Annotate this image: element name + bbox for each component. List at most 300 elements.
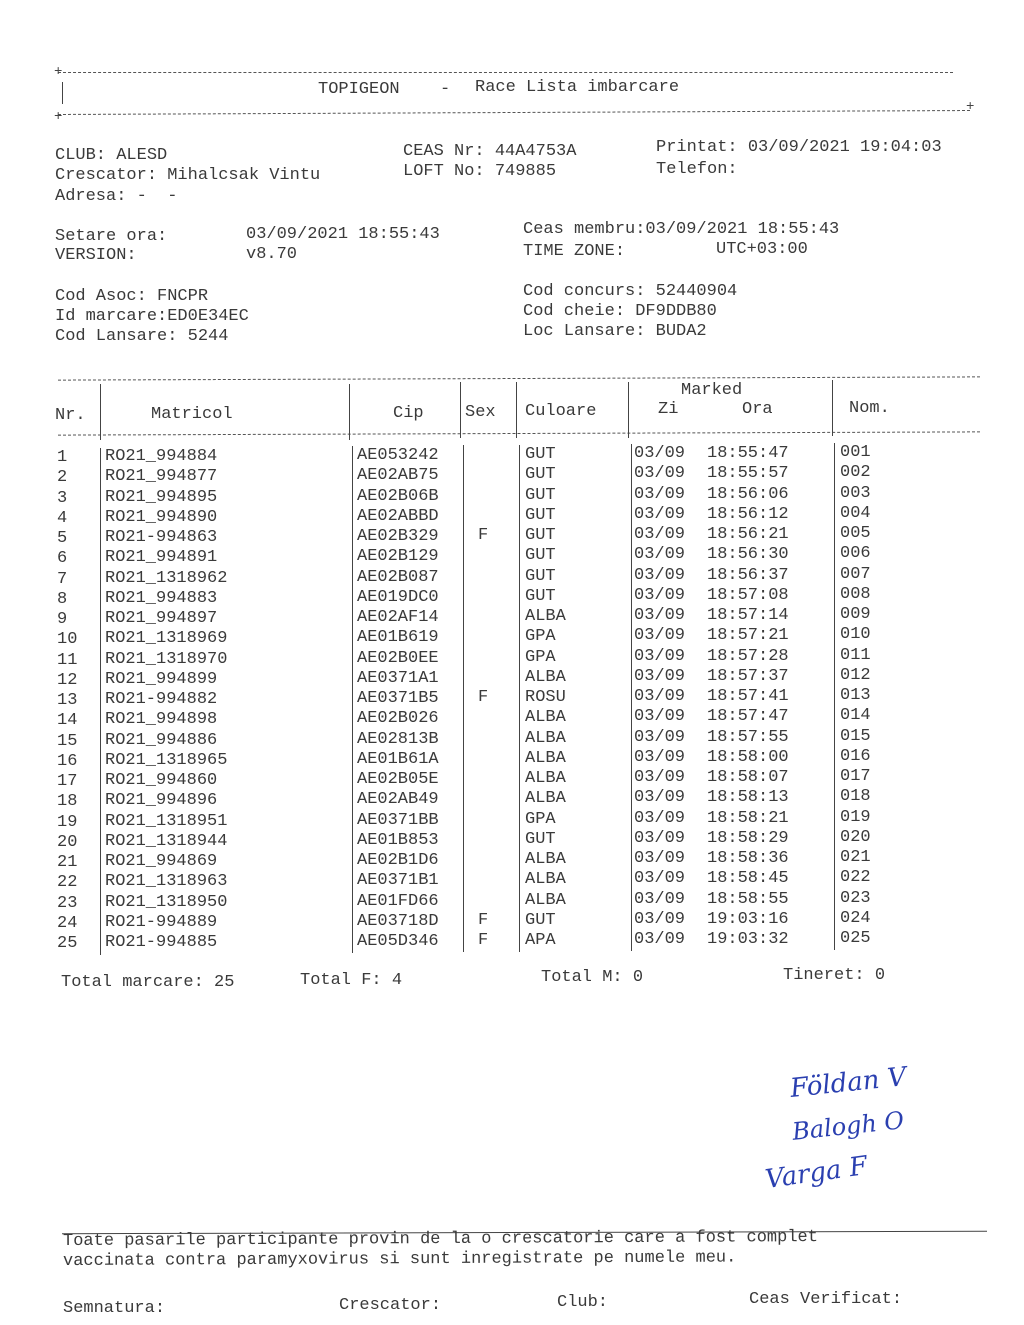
column-divider	[631, 890, 632, 911]
telefon-field: Telefon:	[656, 160, 738, 179]
cell-matricol: RO21_1318963	[105, 872, 228, 892]
cell-cip: AE02B329	[357, 527, 439, 546]
cell-nr: 14	[57, 711, 78, 731]
column-divider	[631, 566, 632, 587]
cell-zi: 03/09	[634, 747, 686, 767]
cell-ora: 18:57:55	[707, 727, 789, 747]
cell-nom: 020	[840, 827, 871, 847]
cell-zi: 03/09	[634, 930, 686, 949]
column-divider	[631, 687, 632, 708]
column-divider	[463, 668, 464, 689]
column-divider	[100, 590, 101, 611]
column-divider	[519, 486, 520, 507]
cell-nr: 22	[57, 873, 78, 893]
cell-cip: AE02AF14	[357, 608, 439, 627]
column-divider	[519, 850, 520, 871]
time-zone-label: TIME ZONE:	[523, 242, 626, 261]
tineret: Tineret: 0	[783, 966, 886, 985]
column-divider	[834, 646, 835, 667]
column-divider	[519, 465, 520, 486]
column-divider	[463, 729, 464, 750]
header-corner-mark: +	[966, 99, 975, 115]
cell-cip: AE02813B	[357, 729, 439, 749]
cell-zi: 03/09	[634, 707, 686, 727]
cell-matricol: RO21_1318962	[105, 568, 228, 588]
cell-nom: 013	[840, 686, 871, 705]
cell-culoare: ALBA	[525, 769, 566, 788]
cell-matricol: RO21_994891	[105, 548, 218, 568]
cell-cip: AE02AB75	[357, 466, 439, 486]
page-title: Race Lista imbarcare	[475, 78, 680, 97]
column-divider	[834, 868, 835, 889]
cell-nr: 24	[57, 913, 78, 933]
column-divider	[100, 570, 101, 591]
printat-field: Printat: 03/09/2021 19:04:03	[656, 138, 942, 157]
cell-nom: 011	[840, 645, 871, 665]
cell-zi: 03/09	[634, 909, 686, 929]
cell-cip: AE02ABBD	[357, 506, 439, 526]
cell-zi: 03/09	[634, 565, 686, 585]
column-divider	[834, 686, 835, 707]
column-divider	[832, 380, 833, 436]
column-divider	[519, 648, 520, 669]
cell-sex: F	[478, 931, 489, 950]
column-divider	[519, 607, 520, 628]
column-divider	[100, 468, 101, 489]
cell-culoare: ALBA	[525, 667, 566, 687]
version-label: VERSION:	[55, 246, 137, 265]
column-divider	[834, 585, 835, 606]
column-divider	[463, 688, 464, 709]
column-divider	[519, 729, 520, 750]
cell-ora: 18:57:28	[707, 646, 789, 666]
cell-cip: AE02AB49	[357, 790, 439, 810]
cell-nom: 025	[840, 929, 871, 948]
column-divider	[352, 912, 353, 933]
column-divider	[631, 464, 632, 485]
cell-zi: 03/09	[634, 768, 686, 787]
cell-ora: 18:55:57	[707, 464, 789, 484]
cell-zi: 03/09	[634, 828, 686, 848]
cell-matricol: RO21_1318944	[105, 831, 228, 851]
cell-culoare: GUT	[525, 445, 556, 464]
column-divider	[516, 382, 517, 438]
column-divider	[631, 809, 632, 830]
cell-ora: 18:56:30	[707, 545, 789, 565]
header-corner-mark: +	[54, 109, 63, 125]
club-signature-label: Club:	[557, 1293, 609, 1312]
handwritten-signature-3: Varga F	[763, 1150, 870, 1196]
cell-nr: 21	[57, 853, 78, 872]
column-divider	[100, 934, 101, 955]
cell-ora: 18:58:55	[707, 889, 789, 909]
time-zone-value: UTC+03:00	[716, 240, 808, 259]
column-divider	[352, 709, 353, 730]
cell-cip: AE02B05E	[357, 770, 439, 789]
cell-culoare: GUT	[525, 829, 556, 849]
table-top-border	[58, 376, 980, 380]
column-divider	[463, 850, 464, 871]
cell-nom: 007	[840, 564, 871, 584]
cell-nr: 5	[57, 529, 68, 548]
cell-cip: AE0371B1	[357, 871, 439, 891]
column-divider	[631, 910, 632, 931]
cell-matricol: RO21_1318950	[105, 892, 228, 912]
cell-nr: 6	[57, 549, 68, 569]
cell-ora: 18:57:41	[707, 687, 789, 706]
vaccination-statement-line1: Toate pasarile participante provin de la o crescatorie care a fost complet	[62, 1228, 818, 1251]
header-sex: Sex	[465, 403, 496, 422]
cell-zi: 03/09	[634, 606, 686, 625]
column-divider	[463, 526, 464, 547]
cell-culoare: GUT	[525, 586, 556, 606]
cell-culoare: ALBA	[525, 728, 566, 748]
cell-nr: 15	[57, 731, 78, 751]
column-divider	[463, 546, 464, 567]
column-divider	[631, 707, 632, 728]
column-divider	[100, 853, 101, 874]
header-separator: -	[440, 80, 451, 99]
column-divider	[519, 830, 520, 851]
cell-ora: 18:56:21	[707, 525, 789, 544]
cell-nr: 1	[57, 448, 68, 467]
cell-matricol: RO21_994897	[105, 609, 218, 628]
cell-zi: 03/09	[634, 687, 686, 706]
cell-matricol: RO21_1318951	[105, 811, 228, 831]
cell-nom: 021	[840, 848, 871, 867]
cell-zi: 03/09	[634, 727, 686, 747]
column-divider	[463, 587, 464, 608]
cell-nom: 017	[840, 767, 871, 786]
cell-ora: 18:58:07	[707, 768, 789, 787]
column-divider	[519, 445, 520, 466]
cell-culoare: GUT	[525, 566, 556, 586]
column-divider	[519, 911, 520, 932]
cell-nom: 015	[840, 726, 871, 746]
cod-asoc-field: Cod Asoc: FNCPR	[55, 287, 209, 306]
column-divider	[100, 711, 101, 732]
cell-culoare: ALBA	[525, 748, 566, 768]
column-divider	[519, 931, 520, 952]
column-divider	[352, 628, 353, 649]
column-divider	[519, 627, 520, 648]
header-cip: Cip	[393, 404, 424, 423]
cell-matricol: RO21_994884	[105, 447, 218, 466]
cell-matricol: RO21-994882	[105, 690, 218, 709]
column-divider	[519, 870, 520, 891]
column-divider	[463, 789, 464, 810]
column-divider	[834, 706, 835, 727]
column-divider	[834, 787, 835, 808]
column-divider	[352, 588, 353, 609]
column-divider	[834, 504, 835, 525]
cell-nom: 016	[840, 746, 871, 766]
crescator-signature-label: Crescator:	[339, 1296, 442, 1315]
cell-nr: 4	[57, 508, 68, 528]
column-divider	[100, 651, 101, 672]
cell-matricol: RO21_1318970	[105, 649, 228, 669]
cell-ora: 18:57:08	[707, 585, 789, 605]
cell-zi: 03/09	[634, 585, 686, 605]
column-divider	[628, 382, 629, 438]
setare-ora-label: Setare ora:	[55, 227, 168, 246]
cell-ora: 18:57:37	[707, 666, 789, 686]
cell-sex: F	[478, 910, 489, 930]
cell-matricol: RO21_994860	[105, 771, 218, 790]
column-divider	[100, 813, 101, 834]
cell-cip: AE02B0EE	[357, 648, 439, 668]
column-divider	[834, 727, 835, 748]
cell-cip: AE01FD66	[357, 891, 439, 911]
cod-lansare-field: Cod Lansare: 5244	[55, 327, 229, 346]
cell-ora: 18:58:00	[707, 747, 789, 767]
column-divider	[463, 648, 464, 669]
column-divider	[352, 649, 353, 670]
header-top-border	[58, 72, 953, 73]
column-divider	[631, 626, 632, 647]
cell-culoare: ALBA	[525, 607, 566, 626]
column-divider	[834, 463, 835, 484]
column-divider	[352, 730, 353, 751]
column-divider	[352, 669, 353, 690]
cell-cip: AE02B026	[357, 709, 439, 729]
cell-zi: 03/09	[634, 808, 686, 828]
cell-zi: 03/09	[634, 545, 686, 565]
semnatura-label: Semnatura:	[63, 1299, 166, 1318]
column-divider	[519, 526, 520, 547]
cell-nom: 014	[840, 706, 871, 726]
loft-no-field: LOFT No: 749885	[403, 162, 557, 181]
column-divider	[631, 768, 632, 789]
cell-cip: AE0371B5	[357, 689, 439, 708]
column-divider	[834, 666, 835, 687]
column-divider	[463, 445, 464, 466]
column-divider	[519, 506, 520, 527]
header-matricol: Matricol	[151, 405, 233, 424]
cell-matricol: RO21_994883	[105, 588, 218, 608]
column-divider	[631, 788, 632, 809]
column-divider	[352, 811, 353, 832]
column-divider	[519, 688, 520, 709]
column-divider	[834, 848, 835, 869]
column-divider	[834, 828, 835, 849]
column-divider	[352, 892, 353, 913]
column-divider	[519, 567, 520, 588]
cell-ora: 18:57:21	[707, 626, 789, 646]
cell-nom: 024	[840, 908, 871, 928]
cell-matricol: RO21-994889	[105, 912, 218, 932]
header-marked: Marked	[681, 381, 743, 400]
cell-culoare: ALBA	[525, 890, 566, 910]
cell-cip: AE05D346	[357, 932, 439, 951]
cell-zi: 03/09	[634, 788, 686, 808]
column-divider	[352, 851, 353, 872]
column-divider	[631, 586, 632, 607]
column-divider	[519, 749, 520, 770]
ceas-membru-field: Ceas membru:03/09/2021 18:55:43	[523, 220, 840, 239]
setare-ora-value: 03/09/2021 18:55:43	[246, 225, 440, 244]
cell-culoare: GUT	[525, 465, 556, 485]
column-divider	[631, 647, 632, 668]
column-divider	[100, 894, 101, 915]
column-divider	[519, 587, 520, 608]
cell-ora: 18:56:37	[707, 565, 789, 585]
cell-nom: 012	[840, 665, 871, 685]
cell-cip: AE02B1D6	[357, 851, 439, 870]
table-header-border	[58, 431, 980, 435]
column-divider	[352, 689, 353, 710]
cell-ora: 18:56:12	[707, 504, 789, 524]
cell-cip: AE03718D	[357, 911, 439, 931]
cell-nr: 23	[57, 893, 78, 913]
cell-cip: AE0371A1	[357, 668, 439, 688]
column-divider	[631, 930, 632, 951]
ceas-verificat-label: Ceas Verificat:	[749, 1290, 903, 1309]
id-marcare-field: Id marcare:ED0E34EC	[55, 307, 249, 326]
cell-sex: F	[478, 688, 489, 707]
header-app-name: TOPIGEON	[318, 80, 400, 99]
header-corner-mark: +	[54, 64, 63, 80]
cell-culoare: ALBA	[525, 708, 566, 728]
cell-zi: 03/09	[634, 525, 686, 544]
cell-culoare: GUT	[525, 485, 556, 505]
cell-nr: 8	[57, 589, 68, 609]
column-divider	[352, 871, 353, 892]
column-divider	[352, 932, 353, 953]
cell-ora: 18:55:47	[707, 444, 789, 463]
cod-cheie-field: Cod cheie: DF9DDB80	[523, 302, 717, 321]
cell-zi: 03/09	[634, 504, 686, 524]
column-divider	[463, 567, 464, 588]
column-divider	[100, 914, 101, 935]
cell-matricol: RO21_1318969	[105, 629, 228, 649]
cell-matricol: RO21_994899	[105, 669, 218, 689]
cell-nr: 7	[57, 569, 68, 589]
cell-culoare: GUT	[525, 546, 556, 566]
cell-cip: AE02B129	[357, 547, 439, 567]
cell-culoare: ALBA	[525, 870, 566, 890]
cell-zi: 03/09	[634, 484, 686, 504]
cod-concurs-field: Cod concurs: 52440904	[523, 282, 738, 301]
total-f: Total F: 4	[300, 971, 403, 990]
column-divider	[100, 873, 101, 894]
crescator-field: Crescator: Mihalcsak Vintu	[55, 166, 321, 185]
cell-matricol: RO21_994886	[105, 730, 218, 750]
total-marcare: Total marcare: 25	[61, 973, 235, 992]
column-divider	[463, 891, 464, 912]
cell-ora: 18:58:36	[707, 849, 789, 868]
adresa-field: Adresa: - -	[55, 187, 178, 206]
column-divider	[100, 509, 101, 530]
column-divider	[100, 448, 101, 469]
column-divider	[631, 525, 632, 546]
cell-culoare: APA	[525, 931, 556, 950]
column-divider	[100, 549, 101, 570]
cell-culoare: GUT	[525, 526, 556, 545]
column-divider	[352, 831, 353, 852]
cell-zi: 03/09	[634, 666, 686, 686]
header-bottom-border	[58, 110, 970, 115]
cell-matricol: RO21_994895	[105, 487, 218, 507]
club-field: CLUB: ALESD	[55, 146, 168, 165]
cell-zi: 03/09	[634, 626, 686, 646]
cell-nr: 2	[57, 468, 68, 488]
column-divider	[352, 527, 353, 548]
cell-culoare: ALBA	[525, 850, 566, 869]
header-nom: Nom.	[849, 399, 890, 418]
column-divider	[100, 792, 101, 813]
cell-cip: AE0371BB	[357, 810, 439, 830]
cell-ora: 18:58:13	[707, 788, 789, 808]
cell-matricol: RO21_994898	[105, 710, 218, 730]
column-divider	[631, 505, 632, 526]
cell-sex: F	[478, 526, 489, 545]
cell-nr: 9	[57, 610, 68, 629]
cell-nom: 018	[840, 787, 871, 807]
ceas-nr-field: CEAS Nr: 44A4753A	[403, 142, 577, 161]
cell-matricol: RO21_994896	[105, 791, 218, 811]
cell-zi: 03/09	[634, 464, 686, 484]
cell-nr: 12	[57, 670, 78, 690]
column-divider	[631, 829, 632, 850]
column-divider	[100, 691, 101, 712]
cell-cip: AE02B06B	[357, 486, 439, 506]
cell-nr: 3	[57, 488, 68, 508]
cell-cip: AE053242	[357, 446, 439, 465]
column-divider	[631, 869, 632, 890]
cell-cip: AE01B61A	[357, 749, 439, 769]
header-zi: Zi	[658, 400, 679, 419]
cell-nom: 023	[840, 888, 871, 908]
column-divider	[519, 891, 520, 912]
handwritten-signature-1: Földan V	[788, 1061, 908, 1105]
column-divider	[349, 384, 350, 440]
column-divider	[834, 565, 835, 586]
cell-ora: 18:57:47	[707, 707, 789, 727]
cell-ora: 18:58:29	[707, 828, 789, 848]
column-divider	[352, 507, 353, 528]
cell-nom: 009	[840, 605, 871, 624]
column-divider	[352, 547, 353, 568]
column-divider	[352, 770, 353, 791]
cell-ora: 19:03:16	[707, 909, 789, 929]
cell-nom: 005	[840, 524, 871, 543]
column-divider	[463, 931, 464, 952]
cell-nom: 022	[840, 868, 871, 888]
version-value: v8.70	[246, 245, 298, 264]
cell-nom: 003	[840, 483, 871, 503]
column-divider	[463, 749, 464, 770]
cell-nr: 18	[57, 792, 78, 812]
cell-nr: 16	[57, 751, 78, 771]
column-divider	[352, 446, 353, 467]
cell-matricol: RO21_994869	[105, 852, 218, 871]
loc-lansare-field: Loc Lansare: BUDA2	[523, 322, 707, 341]
column-divider	[631, 444, 632, 465]
cell-culoare: GPA	[525, 647, 556, 667]
cell-nr: 20	[57, 832, 78, 852]
cell-ora: 19:03:32	[707, 930, 789, 949]
column-divider	[463, 627, 464, 648]
column-divider	[834, 767, 835, 788]
cell-cip: AE02B087	[357, 567, 439, 587]
column-divider	[834, 524, 835, 545]
column-divider	[100, 833, 101, 854]
column-divider	[463, 486, 464, 507]
cell-ora: 18:58:21	[707, 808, 789, 828]
column-divider	[352, 487, 353, 508]
column-divider	[631, 545, 632, 566]
